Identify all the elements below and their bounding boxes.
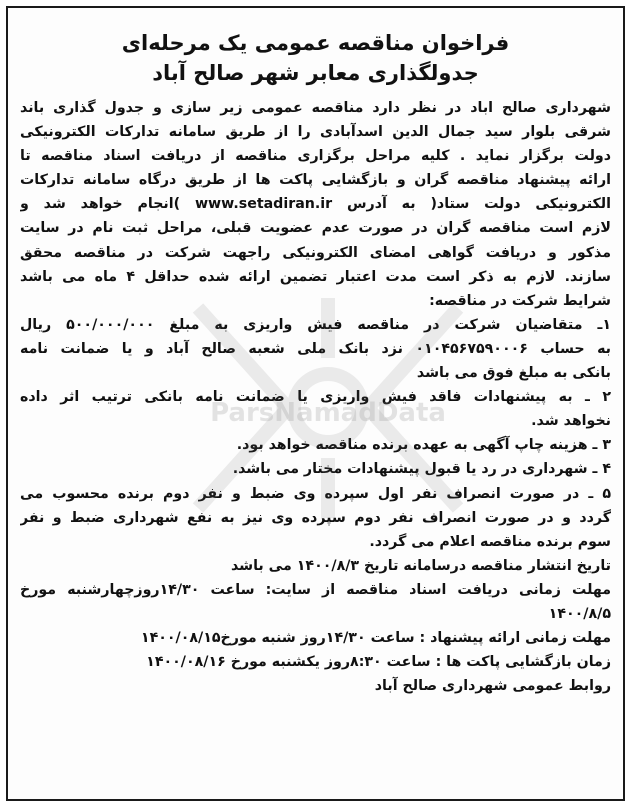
notice-frame bbox=[6, 6, 625, 801]
notice-title-line-2: جدولگذاری معابر شهر صالح آباد bbox=[152, 61, 479, 85]
condition-line: ۲ ـ به پیشنهادات فاقد فیش واریزی یا ضمانت نامه بانکی ترتیب اثر داده bbox=[20, 389, 611, 406]
condition-line: ۱ـ متقاضیان شرکت در مناقصه فیش واریزی به مبلغ ۵۰۰/۰۰۰/۰۰۰ ریال bbox=[20, 316, 611, 333]
schedule-line: مهلت زمانی دریافت اسناد مناقصه از سایت: ساعت ۱۴/۳۰روزچهارشنبه مورخ bbox=[20, 581, 611, 598]
paragraph-line: الکترونیکی دولت ستاد( به آدرس www.setadiran.ir )انجام خواهد شد و bbox=[20, 196, 611, 213]
condition-line: به حساب ۰۱۰۴۵۶۷۵۹۰۰۰۶ نزد بانک ملی شعبه صالح آباد و یا ضمانت نامه bbox=[20, 340, 611, 357]
condition-line: گردد و در صورت انصراف نفر دوم سپرده وی نیز به نفع شهرداری ضبط و نفر bbox=[20, 509, 611, 526]
watermark-text: ParsNamadData bbox=[210, 398, 446, 428]
paragraph-line: مذکور و دریافت گواهی امضای الکترونیکی راجهت شرکت در مناقصه محقق bbox=[20, 244, 611, 261]
condition-line: بانکی به مبلغ فوق می باشد bbox=[416, 365, 611, 382]
paragraph-line: سازند. لازم به ذکر است مدت اعتبار تضمین ارائه شده حداقل ۴ ماه می باشد bbox=[20, 268, 611, 285]
notice-title-line-1: فراخوان مناقصه عمومی یک مرحله‌ای bbox=[121, 31, 510, 55]
condition-line: ۴ ـ شهرداری در رد یا قبول پیشنهادات مختار می باشد. bbox=[232, 461, 611, 478]
schedule-line: مهلت زمانی ارائه پیشنهاد : ساعت ۱۴/۳۰روز شنبه مورخ۱۴۰۰/۰۸/۱۵ bbox=[140, 630, 611, 647]
condition-line: نخواهد شد. bbox=[531, 413, 611, 430]
paragraph-line: ارائه پیشنهاد مناقصه گران و بازگشایی پاکت ها از طریق درگاه سامانه تدارکات bbox=[20, 172, 611, 189]
schedule-line: زمان بازگشایی پاکت ها : ساعت ۸:۳۰روز یکشنبه مورخ ۱۴۰۰/۰۸/۱۶ bbox=[146, 654, 611, 671]
notice-signature: روابط عمومی شهرداری صالح آباد bbox=[374, 678, 611, 695]
paragraph-line: دولت برگزار نماید . کلیه مراحل برگزاری مناقصه از دریافت اسناد مناقصه تا bbox=[20, 148, 611, 165]
paragraph-line: لازم است مناقصه گران در صورت عدم عضویت قبلی، مراحل ثبت نام در سایت bbox=[20, 220, 611, 237]
condition-line: ۳ ـ هزینه چاپ آگهی به عهده برنده مناقصه خواهد بود. bbox=[236, 437, 611, 454]
condition-line: ۵ ـ در صورت انصراف نفر اول سپرده وی ضبط و نفر دوم برنده محسوب می bbox=[20, 485, 611, 502]
schedule-line: تاریخ انتشار مناقصه درسامانه تاریخ ۱۴۰۰/۸/۳ می باشد bbox=[230, 557, 611, 574]
condition-line: سوم برنده مناقصه اعلام می گردد. bbox=[369, 533, 611, 550]
paragraph-line: شرقی بلوار سید جمال الدین اسدآبادی را از طریق سامانه تدارکات الکترونیکی bbox=[20, 124, 611, 141]
conditions-heading: شرایط شرکت در مناقصه: bbox=[429, 292, 611, 309]
paragraph-line: شهرداری صالح اباد در نظر دارد مناقصه عمومی زیر سازی و جدول گذاری باند bbox=[20, 100, 611, 116]
notice-body bbox=[20, 96, 611, 698]
schedule-line: ۱۴۰۰/۸/۵ bbox=[548, 605, 611, 622]
